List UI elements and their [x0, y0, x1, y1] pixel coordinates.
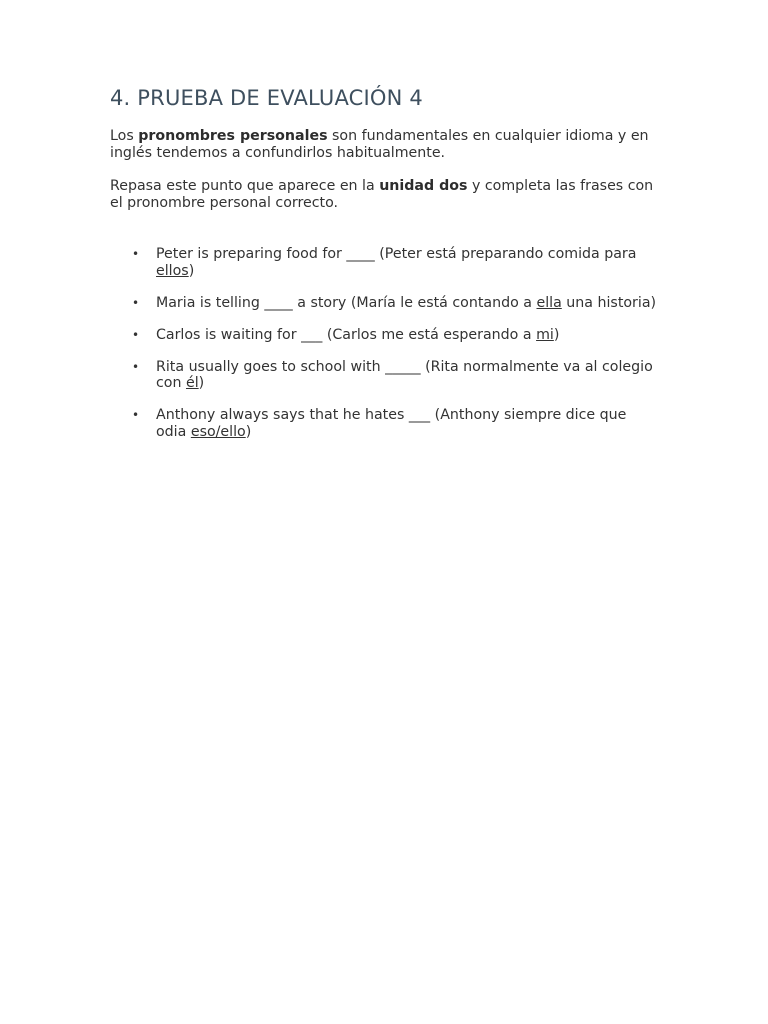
- exercise-answer: mi: [536, 326, 554, 343]
- bullet-icon: •: [132, 295, 140, 310]
- intro-text-end: son fundamentales en cualquier idioma y en inglés tendemos a confundirlos habitualmente.: [110, 128, 649, 161]
- exercise-sentence-end: una historia): [561, 294, 657, 311]
- exercise-sentence: Rita usually goes to school with _____ (Rita normalmente va al colegio con: [156, 358, 653, 391]
- exercise-list: [110, 246, 658, 440]
- intro-bold-term: pronombres personales: [138, 128, 328, 144]
- document-page: [110, 84, 658, 456]
- exercise-sentence: Peter is preparing food for ____ (Peter está preparando comida para: [156, 246, 637, 262]
- instructions-bold-term: unidad dos: [379, 178, 468, 194]
- exercise-sentence-end: ): [188, 262, 195, 279]
- exercise-item: [132, 294, 658, 312]
- exercise-sentence-end: ): [553, 326, 560, 343]
- intro-text-start: Los: [110, 128, 139, 144]
- exercise-sentence-end: ): [245, 423, 252, 440]
- exercise-item: [132, 246, 658, 279]
- exercise-sentence-end: ): [198, 375, 205, 391]
- intro-paragraph: [110, 128, 658, 162]
- instructions-paragraph: [110, 178, 658, 212]
- exercise-answer: él: [185, 375, 199, 391]
- exercise-answer: eso/ello: [190, 423, 246, 440]
- exercise-answer: ellos: [156, 262, 189, 279]
- document-title: 4. PRUEBA DE EVALUACIÓN 4: [110, 86, 423, 110]
- instructions-text-end: y completa las frases con el pronombre personal correcto.: [110, 178, 654, 211]
- exercise-item: [132, 407, 658, 440]
- exercise-item: [132, 326, 658, 344]
- exercise-sentence: Anthony always says that he hates ___ (Anthony siempre dice que odia: [156, 407, 627, 440]
- instructions-text-start: Repasa este punto que aparece en la: [110, 178, 380, 194]
- exercise-answer: ella: [536, 294, 562, 311]
- bullet-icon: •: [132, 359, 140, 374]
- bullet-icon: •: [132, 247, 140, 261]
- bullet-icon: •: [132, 408, 140, 422]
- exercise-sentence: Carlos is waiting for ___ (Carlos me está esperando a: [156, 326, 537, 343]
- bullet-icon: •: [132, 327, 140, 342]
- exercise-item: [132, 358, 658, 392]
- exercise-sentence: Maria is telling ____ a story (María le está contando a: [156, 294, 537, 311]
